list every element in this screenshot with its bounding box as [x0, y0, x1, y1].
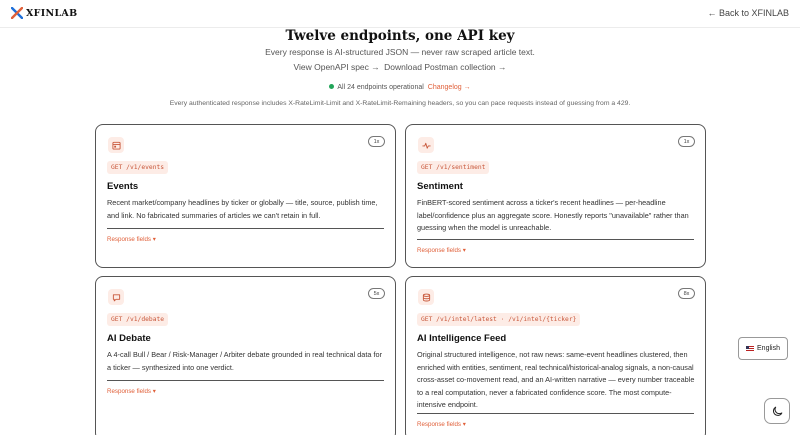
- docs-links: [0, 62, 800, 72]
- top-bar: [0, 0, 800, 28]
- endpoint-path: GET /v1/debate: [107, 313, 168, 326]
- card-title: Sentiment: [417, 181, 463, 192]
- status-dot-icon: [329, 84, 334, 89]
- response-fields-toggle[interactable]: Response fields ▾: [417, 421, 466, 428]
- card-divider: [417, 239, 694, 240]
- cost-badge: 5x: [368, 288, 385, 299]
- openapi-spec-link[interactable]: View OpenAPI spec →: [293, 62, 380, 72]
- card-title: Events: [107, 181, 139, 192]
- language-selector-button[interactable]: [738, 337, 788, 360]
- response-fields-toggle[interactable]: Response fields ▾: [417, 247, 466, 254]
- us-flag-icon: [746, 346, 754, 351]
- page-title: Twelve endpoints, one API key: [285, 28, 515, 44]
- moon-icon: [772, 406, 783, 417]
- endpoint-card-events: [95, 124, 396, 268]
- page-subtitle: Every response is AI-structured JSON — never raw scraped article text.: [265, 47, 535, 57]
- chat-icon: [108, 289, 124, 305]
- response-fields-toggle[interactable]: Response fields ▾: [107, 236, 156, 243]
- changelog-link[interactable]: Changelog →: [427, 84, 471, 91]
- back-to-xfinlab-link[interactable]: ← Back to XFINLAB: [707, 8, 789, 18]
- response-fields-toggle[interactable]: Response fields ▾: [107, 388, 156, 395]
- endpoint-path: GET /v1/sentiment: [417, 161, 489, 174]
- cost-badge: 8x: [678, 288, 695, 299]
- card-description: FinBERT-scored sentiment across a ticker's recent headlines — per-headline label/confidence plus an aggregate score. Honestly reports "unavailable" rather than guessing when the model is unreachable.: [417, 198, 689, 232]
- status-row: [0, 84, 800, 91]
- theme-toggle-button[interactable]: [764, 398, 790, 424]
- cost-badge: 1x: [678, 136, 695, 147]
- endpoint-card-sentiment: [405, 124, 706, 268]
- card-description: Recent market/company headlines by ticker or globally — title, source, publish time, and link. No fabricated summaries of articles we can't retain in full.: [107, 198, 378, 220]
- card-divider: [107, 228, 384, 229]
- calendar-icon: [108, 137, 124, 153]
- status-text: All 24 endpoints operational: [337, 84, 424, 91]
- card-title: AI Debate: [107, 333, 151, 344]
- cost-badge: 1x: [368, 136, 385, 147]
- card-description: Original structured intelligence, not raw news: same-event headlines clustered, then enriched with entities, sentiment, real technical/historical-analog signals, a non-causal cross-asset co-movement read, and an AI-written narrative — every number traceable to a real computation, never a fabricated confidence score. The most compute-intensive endpoint.: [417, 350, 695, 409]
- database-icon: [418, 289, 434, 305]
- endpoint-card-intel-feed: [405, 276, 706, 435]
- xfinlab-logo-icon: [11, 7, 23, 19]
- postman-collection-link[interactable]: Download Postman collection →: [384, 62, 507, 72]
- card-divider: [107, 380, 384, 381]
- endpoint-path: GET /v1/events: [107, 161, 168, 174]
- pulse-icon: [418, 137, 434, 153]
- endpoint-card-debate: [95, 276, 396, 435]
- card-title: AI Intelligence Feed: [417, 333, 507, 344]
- card-divider: [417, 413, 694, 414]
- brand[interactable]: [11, 7, 77, 19]
- endpoint-path: GET /v1/intel/latest · /v1/intel/{ticker}: [417, 313, 580, 326]
- brand-name: XFINLAB: [26, 7, 78, 19]
- card-description: A 4-call Bull / Bear / Risk-Manager / Arbiter debate grounded in real technical data for a ticker — synthesized into one verdict.: [107, 350, 382, 372]
- ratelimit-note: Every authenticated response includes X-RateLimit-Limit and X-RateLimit-Remaining headers, so you can pace requests instead of guessing from a 429.: [169, 100, 631, 107]
- language-label: English: [757, 345, 780, 352]
